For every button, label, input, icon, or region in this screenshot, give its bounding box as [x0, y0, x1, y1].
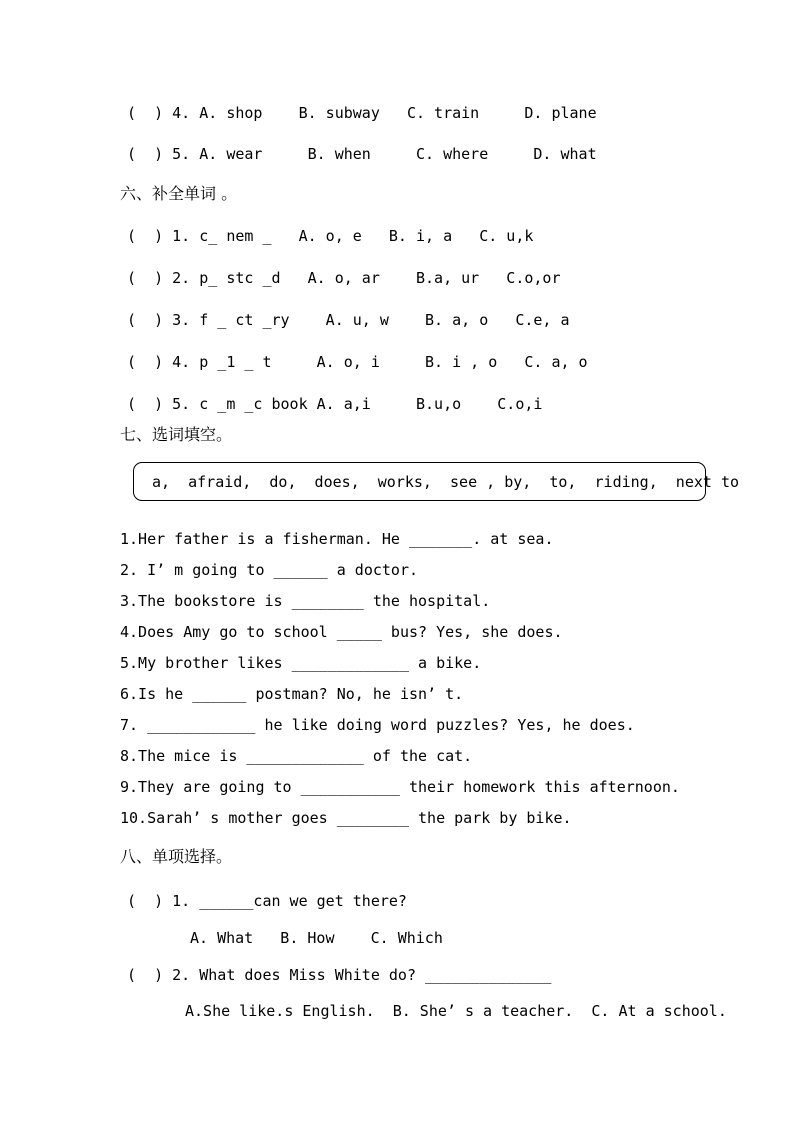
fill-blank-item: 6.Is he ______ postman? No, he isn’ t.	[120, 685, 464, 703]
choice-line-5: ( ) 5. A. wear B. when C. where D. what	[127, 145, 597, 163]
choice-line-4: ( ) 4. A. shop B. subway C. train D. plane	[127, 104, 597, 122]
mc-question: ( ) 2. What does Miss White do? ______________	[127, 966, 552, 984]
word-bank-box	[133, 462, 739, 501]
word-completion-item: ( ) 5. c _m _c book A. a,i B.u,o C.o,i	[127, 395, 543, 413]
fill-blank-item: 5.My brother likes _____________ a bike.	[120, 654, 482, 672]
fill-blank-item: 2. I’ m going to ______ a doctor.	[120, 561, 419, 579]
fill-blank-item: 7. ____________ he like doing word puzzles? Yes, he does.	[120, 716, 635, 734]
fill-blank-item: 9.They are going to ___________ their homework this afternoon.	[120, 778, 680, 796]
fill-blank-item: 10.Sarah’ s mother goes ________ the park by bike.	[120, 809, 572, 827]
mc-options: A. What B. How C. Which	[190, 929, 443, 947]
word-completion-item: ( ) 4. p _1 _ t A. o, i B. i , o C. a, o	[127, 353, 588, 371]
fill-blank-item: 4.Does Amy go to school _____ bus? Yes, she does.	[120, 623, 563, 641]
mc-question: ( ) 1. ______can we get there?	[127, 892, 407, 910]
section-7-title: 七、选词填空。	[120, 425, 233, 444]
fill-blank-item: 1.Her father is a fisherman. He _______. at sea.	[120, 530, 554, 548]
fill-blank-item: 3.The bookstore is ________ the hospital.	[120, 592, 491, 610]
word-completion-item: ( ) 2. p_ stc _d A. o, ar B.a, ur C.o,or	[127, 269, 561, 287]
fill-blank-item: 8.The mice is _____________ of the cat.	[120, 747, 473, 765]
word-completion-item: ( ) 1. c_ nem _ A. o, e B. i, a C. u,k	[127, 227, 534, 245]
section-8-title: 八、单项选择。	[120, 847, 233, 866]
mc-options: A.She like.s English. B. She’ s a teacher. C. At a school.	[185, 1002, 727, 1020]
word-bank-text: a, afraid, do, does, works, see , by, to, riding, next to	[152, 473, 739, 491]
section-6-title: 六、补全单词 。	[120, 184, 238, 203]
word-completion-item: ( ) 3. f _ ct _ry A. u, w B. a, o C.e, a	[127, 311, 570, 329]
